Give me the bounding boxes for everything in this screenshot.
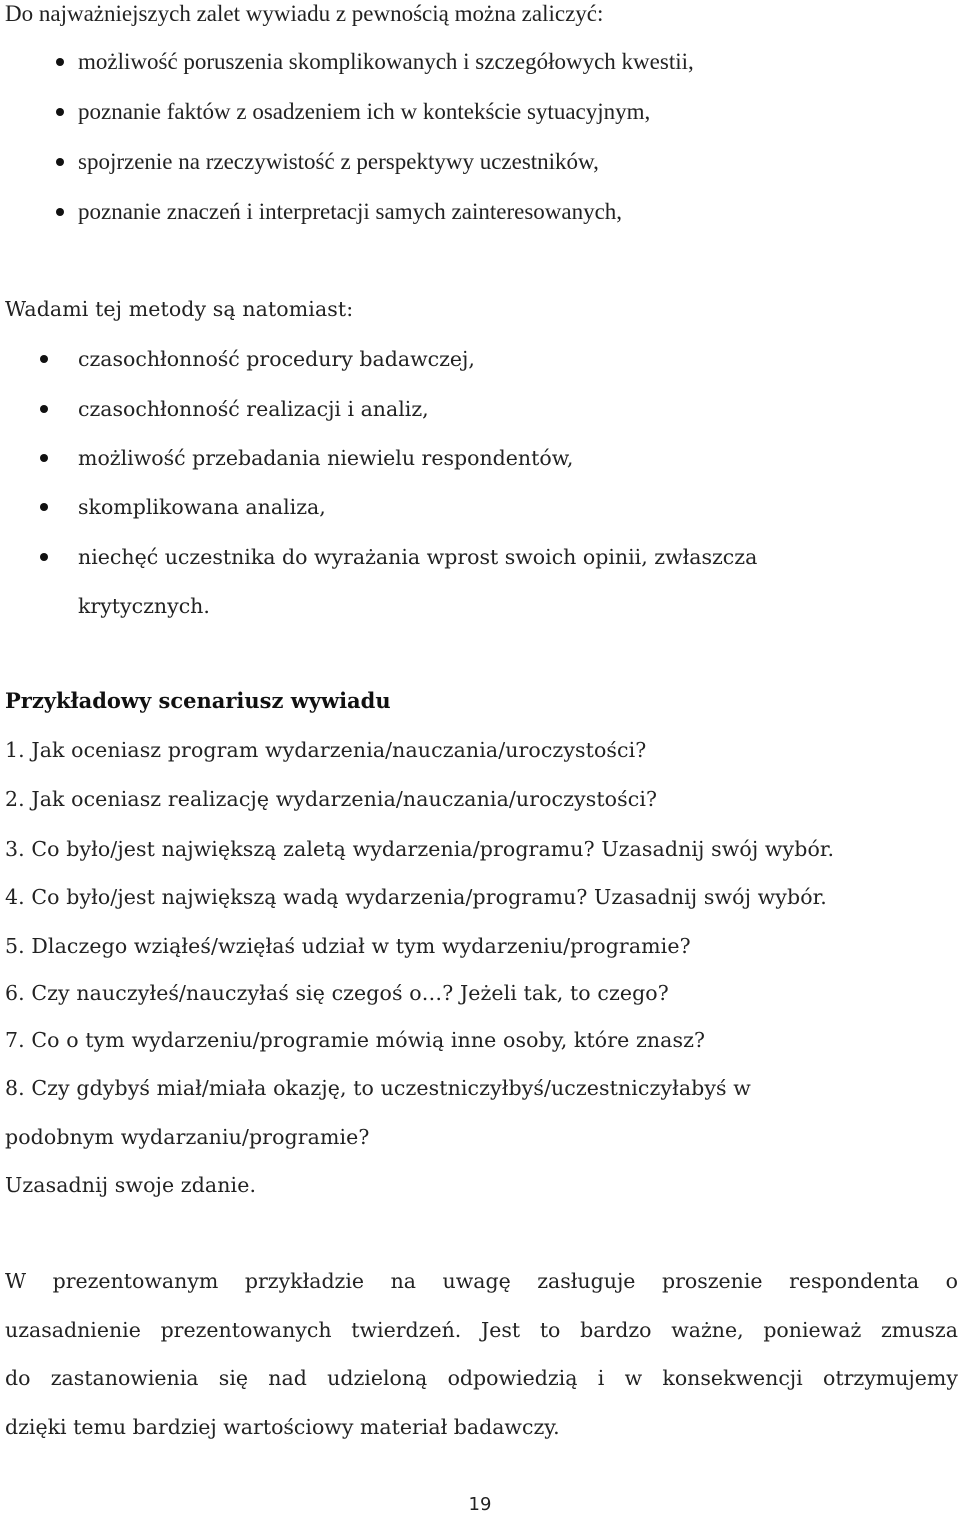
paragraph-line: dzięki temu bardziej wartościowy materiał badawczy. <box>5 1415 560 1439</box>
question-item: 6. Czy nauczyłeś/nauczyłaś się czegoś o…? Jeżeli tak, to czego? <box>5 981 669 1005</box>
bullet-icon <box>40 454 48 462</box>
question-item: 4. Co było/jest największą wadą wydarzenia/programu? Uzasadnij swój wybór. <box>5 885 827 909</box>
list-item-text: spojrzenie na rzeczywistość z perspektywy uczestników, <box>78 149 599 174</box>
list-item-text: poznanie znaczeń i interpretacji samych zainteresowanych, <box>78 199 623 224</box>
list-item-text: możliwość poruszenia skomplikowanych i szczegółowych kwestii, <box>78 49 694 74</box>
paragraph-line: do zastanowienia się nad udzieloną odpowiedzią i w konsekwencji otrzymujemy <box>5 1366 958 1390</box>
disadvantages-intro: Wadami tej metody są natomiast: <box>5 297 354 321</box>
question-item: 5. Dlaczego wziąłeś/wzięłaś udział w tym wydarzeniu/programie? <box>5 934 691 958</box>
list-item-text: skomplikowana analiza, <box>78 495 326 519</box>
list-item-text: niechęć uczestnika do wyrażania wprost swoich opinii, zwłaszcza <box>78 545 758 569</box>
bullet-icon <box>56 208 64 216</box>
bullet-icon <box>40 503 48 511</box>
paragraph-line: uzasadnienie prezentowanych twierdzeń. Jest to bardzo ważne, ponieważ zmusza <box>5 1318 958 1342</box>
question-item: 3. Co było/jest największą zaletą wydarzenia/programu? Uzasadnij swój wybór. <box>5 837 835 861</box>
question-continuation: podobnym wydarzaniu/programie? <box>5 1125 370 1149</box>
bullet-icon <box>56 58 64 66</box>
bullet-icon <box>56 158 64 166</box>
list-item-text: czasochłonność realizacji i analiz, <box>78 397 429 421</box>
question-item: 2. Jak oceniasz realizację wydarzenia/nauczania/uroczystości? <box>5 787 658 811</box>
question-item: 7. Co o tym wydarzeniu/programie mówią inne osoby, które znasz? <box>5 1028 706 1052</box>
page-number: 19 <box>468 1494 492 1515</box>
question-item: 8. Czy gdybyś miał/miała okazję, to uczestniczyłbyś/uczestniczyłabyś w <box>5 1076 751 1100</box>
paragraph-line: W prezentowanym przykładzie na uwagę zasługuje proszenie respondenta o <box>5 1269 958 1293</box>
bullet-icon <box>40 553 48 561</box>
list-item-text: czasochłonność procedury badawczej, <box>78 347 475 371</box>
bullet-icon <box>40 355 48 363</box>
advantages-intro: Do najważniejszych zalet wywiadu z pewnością można zaliczyć: <box>5 1 604 26</box>
list-item-text: możliwość przebadania niewielu respondentów, <box>78 446 574 470</box>
bullet-icon <box>56 108 64 116</box>
list-item-text: poznanie faktów z osadzeniem ich w kontekście sytuacyjnym, <box>78 99 651 124</box>
question-item: 1. Jak oceniasz program wydarzenia/nauczania/uroczystości? <box>5 738 647 762</box>
section-heading: Przykładowy scenariusz wywiadu <box>5 688 391 713</box>
list-item-continuation: krytycznych. <box>78 594 210 618</box>
closing-line: Uzasadnij swoje zdanie. <box>5 1173 257 1197</box>
bullet-icon <box>40 405 48 413</box>
